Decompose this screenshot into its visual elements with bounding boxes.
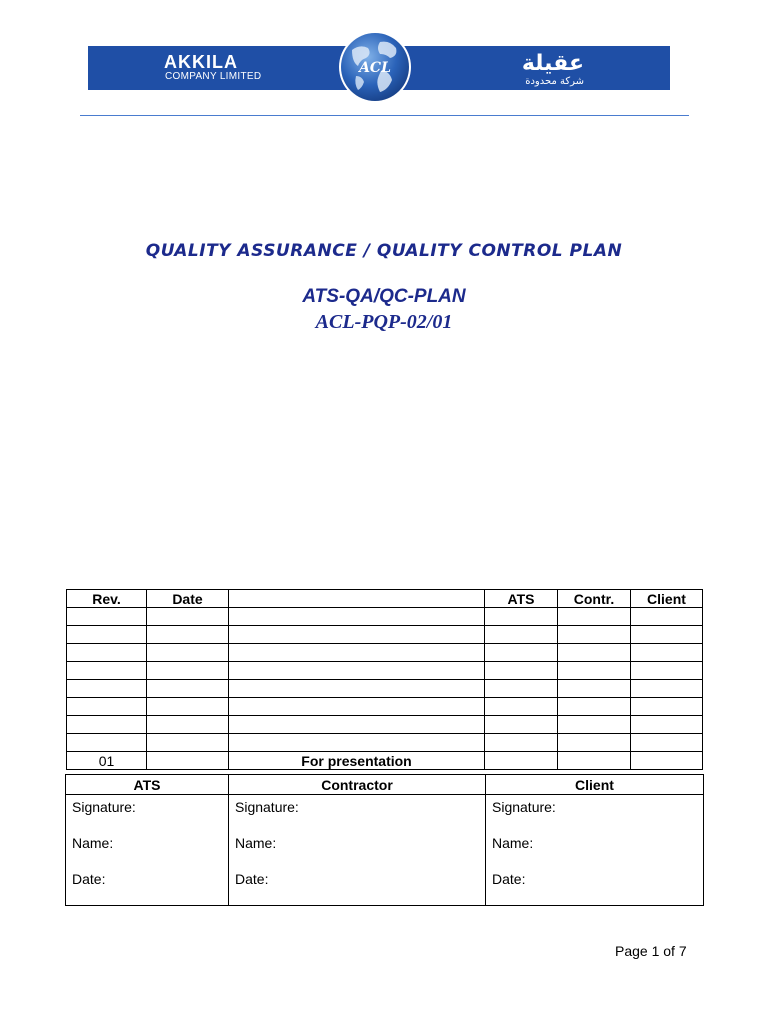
page-number: Page 1 of 7 (615, 943, 687, 959)
header-ats: ATS (485, 590, 558, 608)
table-row (67, 752, 703, 770)
header-client: Client (631, 590, 703, 608)
arabic-logo (492, 48, 592, 88)
table-row (67, 662, 703, 680)
date-label: Date: (235, 871, 269, 887)
header-date: Date (147, 590, 229, 608)
company-name: AKKILA (164, 52, 238, 72)
sig-header-client: Client (486, 775, 704, 795)
svg-text:شركة محدودة: شركة محدودة (525, 76, 584, 87)
date-label: Date: (72, 871, 106, 887)
signature-table (65, 774, 704, 906)
document-title: QUALITY ASSURANCE / QUALITY CONTROL PLAN (145, 241, 623, 261)
table-row (67, 626, 703, 644)
document-code: ATS-QA/QC-PLAN (302, 286, 466, 307)
table-row (67, 716, 703, 734)
signature-label: Signature: (492, 799, 556, 815)
rev-description: For presentation (229, 752, 485, 770)
signature-row (66, 795, 704, 906)
svg-text:ACL: ACL (359, 60, 391, 76)
header-description (229, 590, 485, 608)
table-row (67, 698, 703, 716)
rev-number: 01 (67, 752, 147, 770)
sig-header-ats: ATS (66, 775, 229, 795)
name-label: Name: (235, 835, 277, 851)
revision-table (66, 589, 703, 770)
header-divider (80, 115, 689, 116)
document-reference: ACL-PQP-02/01 (315, 311, 453, 333)
table-row (67, 680, 703, 698)
globe-logo-icon (330, 30, 420, 105)
date-label: Date: (492, 871, 526, 887)
signature-header-row (66, 775, 704, 795)
name-label: Name: (492, 835, 534, 851)
name-label: Name: (72, 835, 114, 851)
table-row (67, 644, 703, 662)
signature-label: Signature: (72, 799, 136, 815)
header-rev: Rev. (67, 590, 147, 608)
company-subtitle: COMPANY LIMITED (165, 71, 262, 82)
revision-header-row (67, 590, 703, 608)
contractor-signature-block (229, 795, 486, 906)
header-contr: Contr. (558, 590, 631, 608)
table-row (67, 608, 703, 626)
client-signature-block (486, 795, 704, 906)
table-row (67, 734, 703, 752)
sig-header-contractor: Contractor (229, 775, 486, 795)
svg-text:عقيلة: عقيلة (521, 51, 584, 76)
ats-signature-block (66, 795, 229, 906)
signature-label: Signature: (235, 799, 299, 815)
